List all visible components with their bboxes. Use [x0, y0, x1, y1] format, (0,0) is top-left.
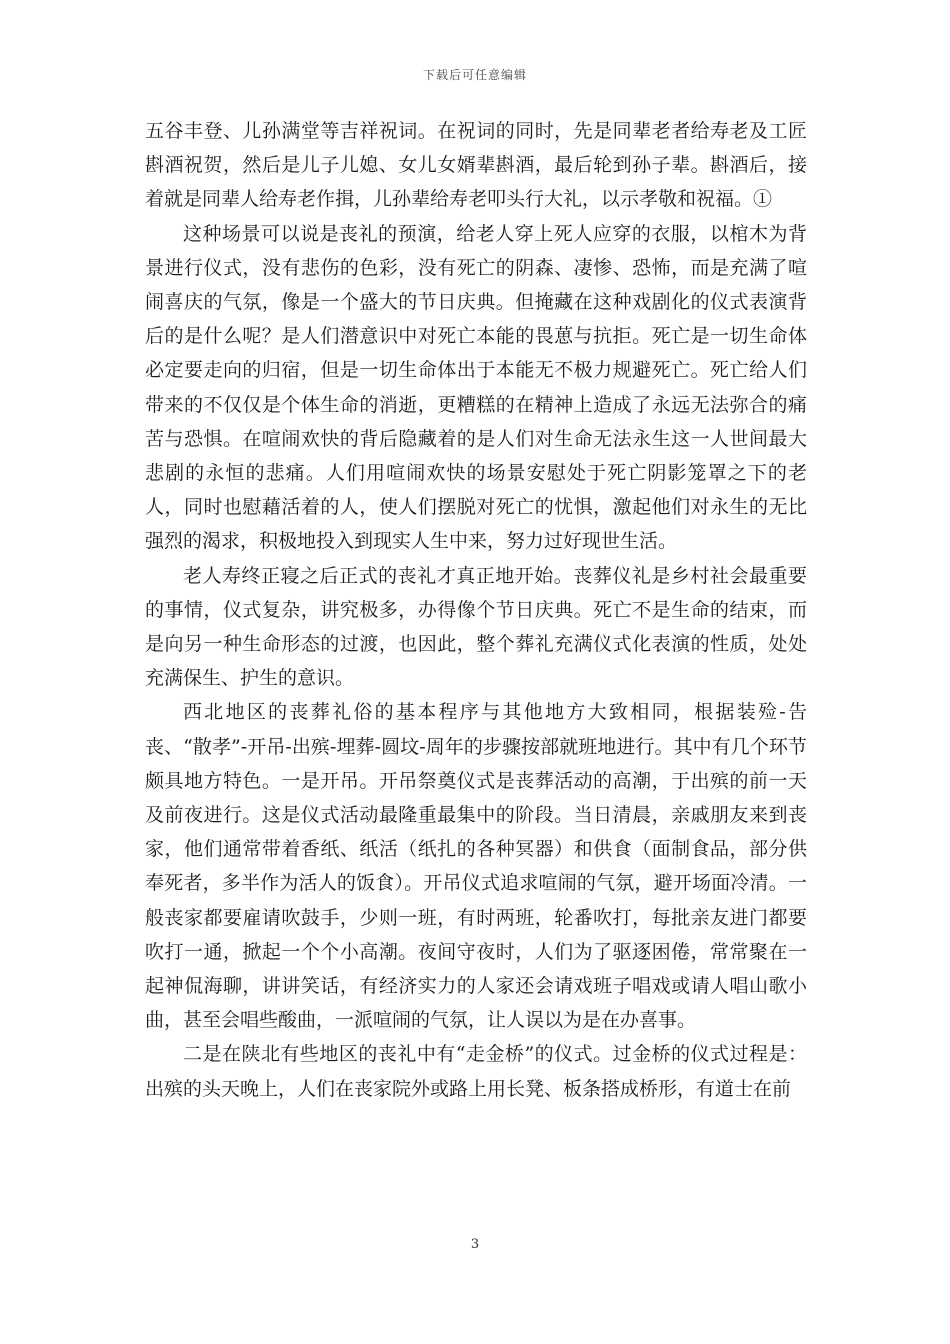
paragraph-2: 这种场景可以说是丧礼的预演，给老人穿上死人应穿的衣服，以棺木为背景进行仪式，没有悲伤的色彩，没有死亡的阴森、凄惨、恐怖，而是充满了喧闹喜庆的气氛，像是一个盛大的节日庆典。但掩藏在这种戏剧化的仪式表演背后的是什么呢？是人们潜意识中对死亡本能的畏葸与抗拒。死亡是一切生命体必定要走向的归宿，但是一切生命体出于本能无不极力规避死亡。死亡给人们带来的不仅仅是个体生命的消逝，更糟糕的在精神上造成了永远无法弥合的痛苦与恐惧。在喧闹欢快的背后隐藏着的是人们对生命无法永生这一人世间最大悲剧的永恒的悲痛。人们用喧闹欢快的场景安慰处于死亡阴影笼罩之下的老人，同时也慰藉活着的人，使人们摆脱对死亡的忧惧，激起他们对永生的无比强烈的渴求，积极地投入到现实人生中来，努力过好现世生活。	[145, 222, 807, 553]
page-header: 下载后可任意编辑	[422, 68, 527, 82]
paragraph-4: 西北地区的丧葬礼俗的基本程序与其他地方大致相同，根据装殓-告丧、“散孝”-开吊-出殡-埋葬-圆坟-周年的步骤按部就班地进行。其中有几个环节颇具地方特色。一是开吊。开吊祭奠仪式是丧葬活动的高潮，于出殡的前一天及前夜进行。这是仪式活动最隆重最集中的阶段。当日清晨，亲戚朋友来到丧家，他们通常带着香纸、纸活（纸扎的各种冥器）和供食（面制食品，部分供奉死者，多半作为活人的饭食）。开吊仪式追求喧闹的气氛，避开场面冷清。一般丧家都要雇请吹鼓手，少则一班，有时两班，轮番吹打，每批亲友进门都要吹打一通，掀起一个个小高潮。夜间守夜时，人们为了驱逐困倦，常常聚在一起神侃海聊，讲讲笑话，有经济实力的人家还会请戏班子唱戏或请人唱山歌小曲，甚至会唱些酸曲，一派喧闹的气氛，让人误以为是在办喜事。	[145, 701, 807, 1032]
document-body	[145, 114, 807, 1106]
paragraph-1: 五谷丰登、儿孙满堂等吉祥祝词。在祝词的同时，先是同辈老者给寿老及工匠斟酒祝贺，然后是儿子儿媳、女儿女婿辈斟酒，最后轮到孙子辈。斟酒后，接着就是同辈人给寿老作揖，儿孙辈给寿老叩头行大礼，以示孝敬和祝福。①	[145, 120, 807, 211]
page-number: 3	[470, 1237, 480, 1252]
paragraph-3: 老人寿终正寝之后正式的丧礼才真正地开始。丧葬仪礼是乡村社会最重要的事情，仪式复杂，讲究极多，办得像个节日庆典。死亡不是生命的结束，而是向另一种生命形态的过渡，也因此，整个葬礼充满仪式化表演的性质，处处充满保生、护生的意识。	[145, 564, 807, 690]
paragraph-5: 二是在陕北有些地区的丧礼中有“走金桥”的仪式。过金桥的仪式过程是：出殡的头天晚上，人们在丧家院外或路上用长凳、板条搭成桥形，有道士在前	[145, 1043, 807, 1100]
